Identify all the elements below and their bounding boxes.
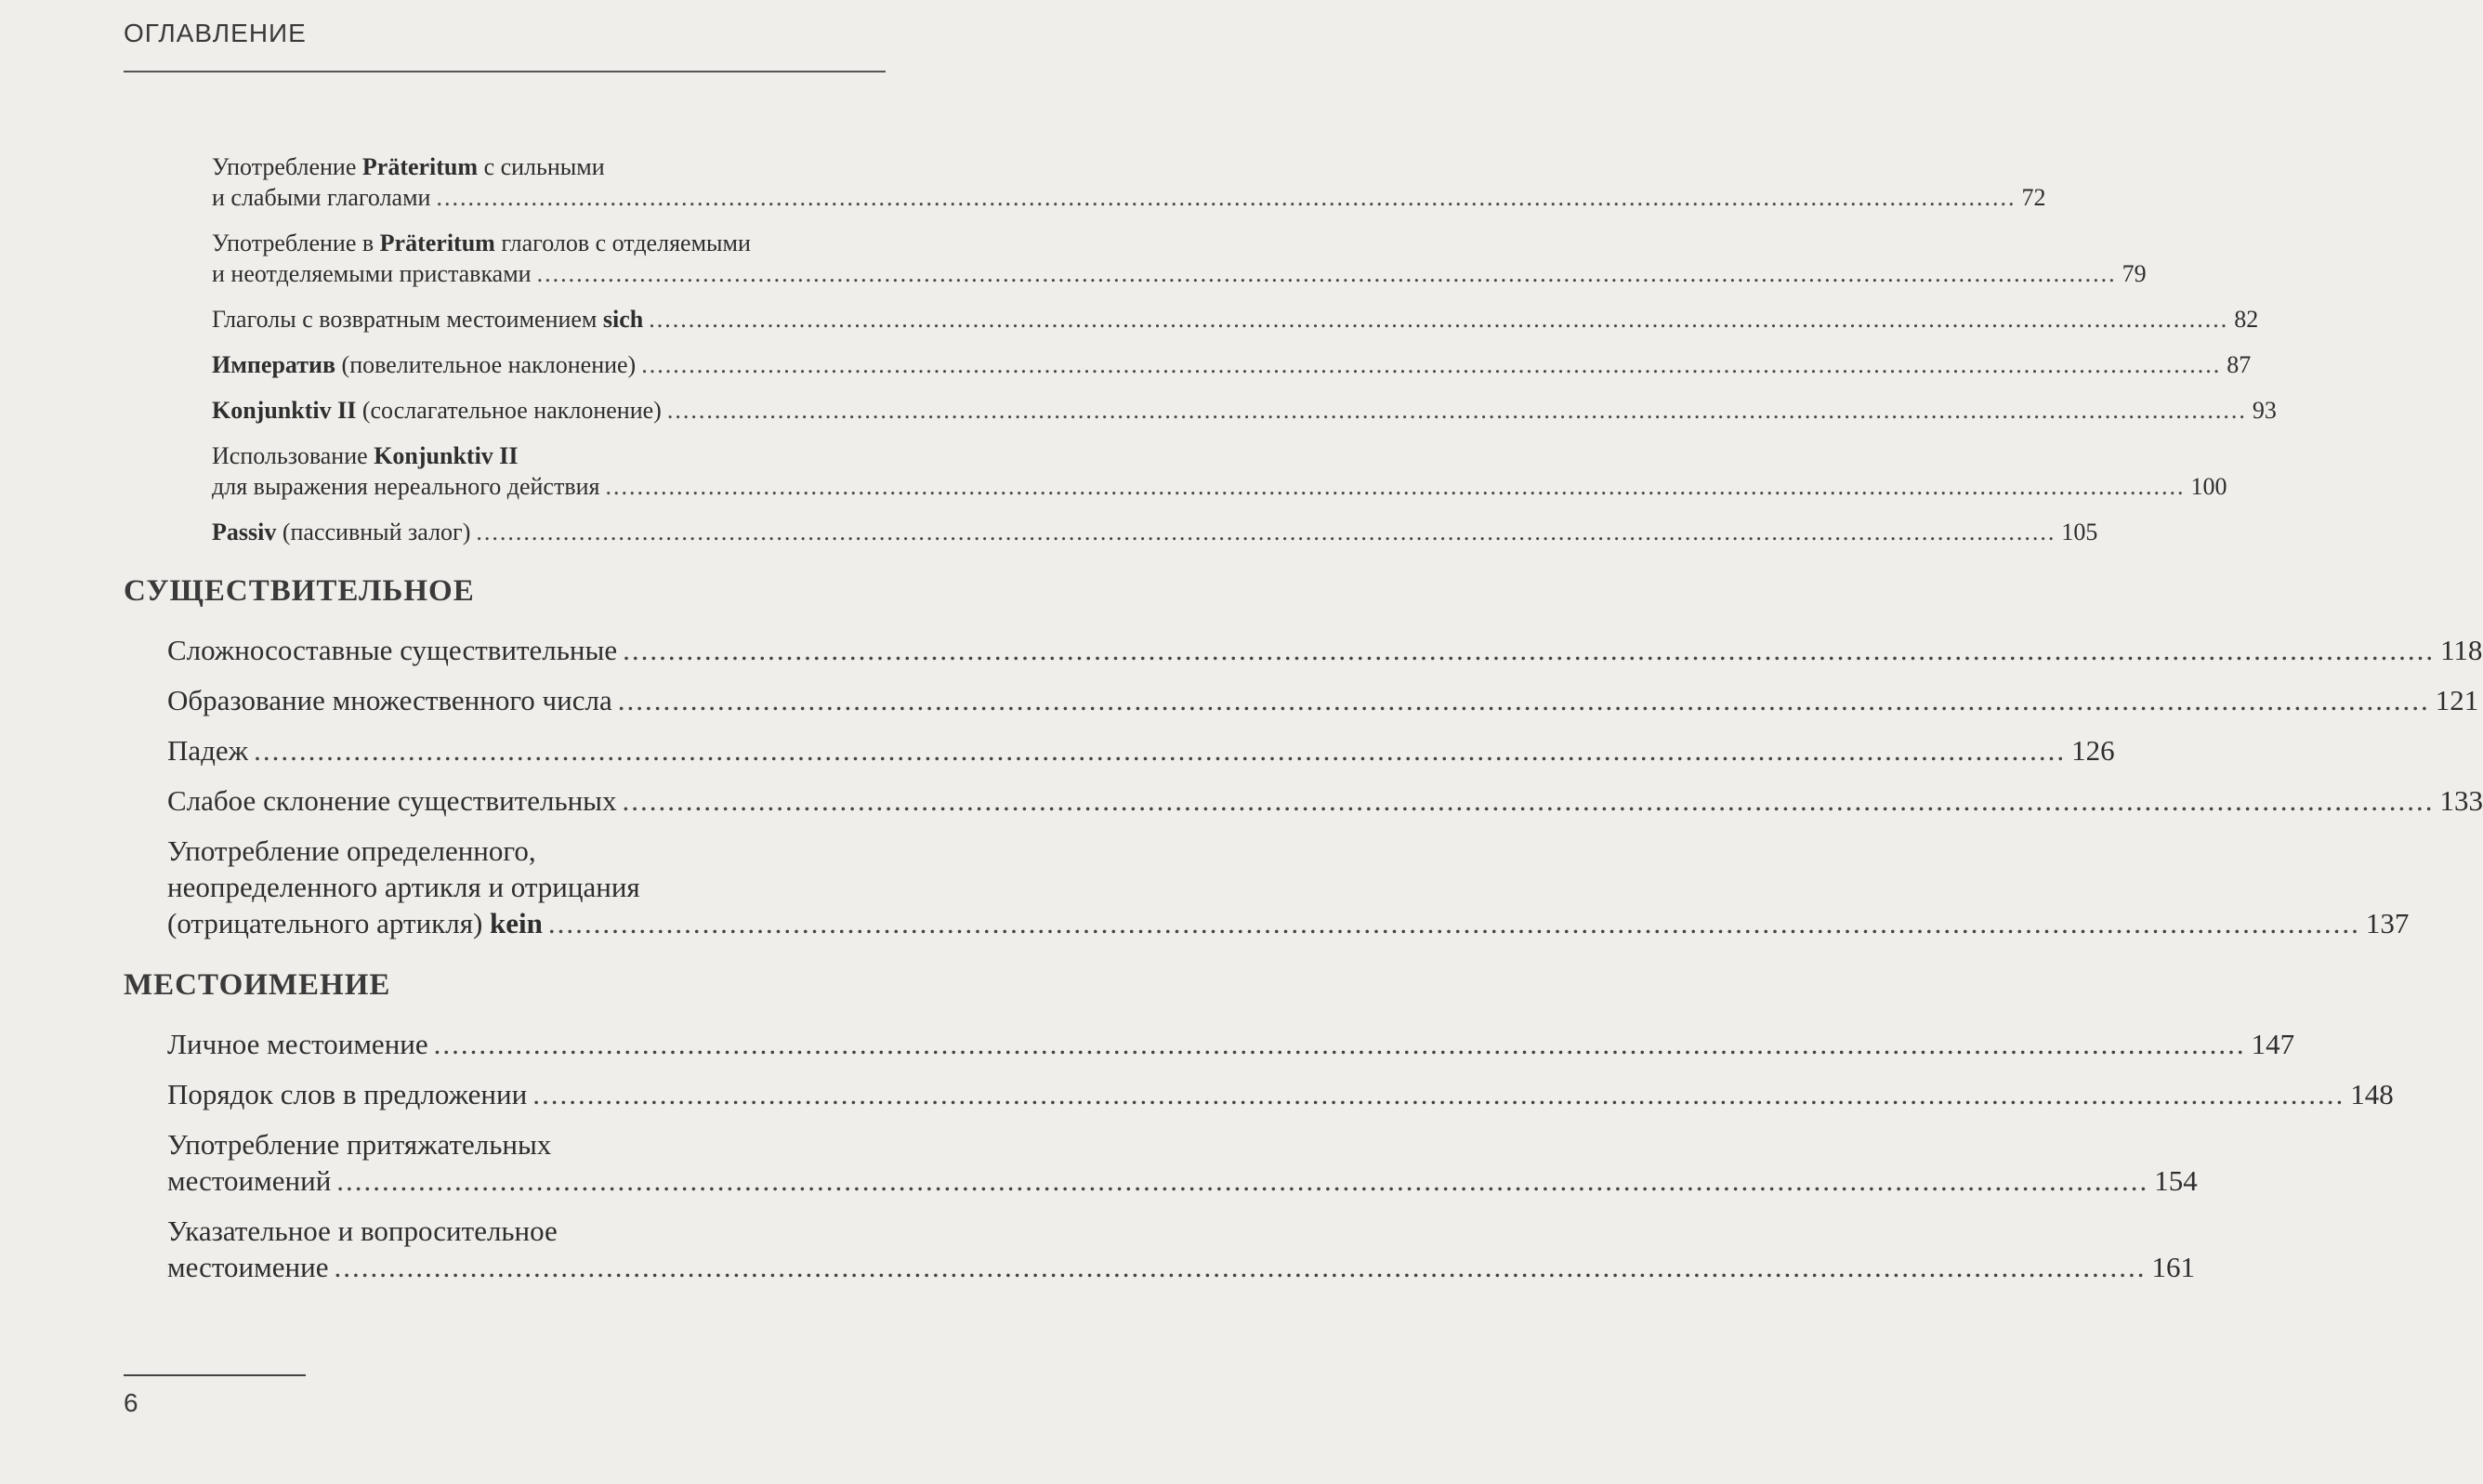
entry-line — [167, 1126, 886, 1162]
dot-leader: ........................................................................................................................................................................................................ — [641, 351, 2222, 378]
entry-last-line — [212, 517, 2098, 547]
entry-text: Личное местоимение — [167, 1028, 428, 1060]
entry-page-number: 133 — [2439, 784, 2483, 817]
entry-text: с сильными — [478, 153, 605, 180]
bold-term: kein — [490, 907, 543, 939]
entry-text: Употребление определенного, — [167, 834, 536, 867]
entry-line — [212, 440, 886, 471]
toc-noun-list — [167, 632, 2483, 955]
entry-last-line — [167, 732, 2115, 768]
dot-leader: ........................................................................................................................................................................................................ — [476, 519, 2056, 545]
toc-entry[interactable] — [212, 304, 2259, 335]
entry-title — [167, 632, 617, 668]
dot-leader: ........................................................................................................................................................................................................ — [336, 1164, 2149, 1197]
entry-text: Глаголы с возвратным местоимением — [212, 306, 603, 333]
entry-text: и слабыми глаголами — [212, 184, 431, 211]
entry-title — [167, 1162, 331, 1199]
entry-title — [212, 395, 662, 426]
dot-leader: ........................................................................................................................................................................................................ — [649, 306, 2229, 333]
toc-subsection-list — [212, 151, 2277, 562]
section-title-pronoun: МЕСТОИМЕНИЕ — [124, 968, 391, 1002]
toc-entry[interactable] — [167, 1076, 2394, 1112]
entry-text: Образование множественного числа — [167, 684, 612, 716]
toc-entry[interactable] — [167, 1126, 2198, 1199]
bold-term: Präteritum — [361, 153, 479, 180]
entry-line — [167, 1213, 886, 1249]
toc-entry[interactable] — [167, 682, 2479, 718]
entry-text: (отрицательного артикля) — [167, 907, 491, 939]
entry-page-number: 105 — [2061, 519, 2098, 545]
toc-pronoun-list — [167, 1026, 2394, 1299]
entry-text: (сослагательное наклонение) — [356, 397, 662, 424]
entry-text: Падеж — [167, 734, 249, 767]
toc-entry[interactable] — [212, 151, 2046, 213]
entry-last-line — [212, 182, 2046, 213]
dot-leader: ........................................................................................................................................................................................................ — [547, 907, 2360, 939]
entry-page-number: 87 — [2227, 351, 2252, 378]
entry-last-line — [212, 304, 2259, 335]
entry-last-line — [212, 471, 2227, 502]
page-number: 6 — [124, 1388, 138, 1417]
entry-last-line — [167, 1249, 2195, 1285]
toc-entry[interactable] — [167, 732, 2115, 768]
dot-leader: ........................................................................................................................................................................................................ — [623, 634, 2436, 666]
entry-text: и неотделяемыми приставками — [212, 260, 532, 287]
dot-leader: ........................................................................................................................................................................................................ — [536, 260, 2117, 287]
entry-title — [212, 471, 599, 502]
toc-entry[interactable] — [212, 349, 2252, 380]
toc-entry[interactable] — [167, 1213, 2195, 1285]
toc-entry[interactable] — [167, 833, 2410, 941]
entry-line — [212, 228, 886, 258]
entry-last-line — [212, 349, 2252, 380]
toc-entry[interactable] — [212, 517, 2098, 547]
entry-page-number: 161 — [2151, 1251, 2195, 1283]
toc-entry[interactable] — [212, 395, 2277, 426]
dot-leader: ........................................................................................................................................................................................................ — [254, 734, 2067, 767]
entry-text: Употребление — [212, 153, 362, 180]
entry-text: Порядок слов в предложении — [167, 1078, 528, 1110]
entry-text: Слабое склонение существительных — [167, 784, 617, 817]
entry-page-number: 137 — [2365, 907, 2410, 939]
bold-term: Passiv — [212, 519, 277, 545]
dot-leader: ........................................................................................................................................................................................................ — [622, 784, 2435, 817]
entry-text: Использование — [212, 442, 374, 469]
entry-text: местоимение — [167, 1251, 329, 1283]
toc-entry[interactable] — [167, 1026, 2295, 1062]
section-title-noun: СУЩЕСТВИТЕЛЬНОЕ — [124, 574, 475, 608]
dot-leader: ........................................................................................................................................................................................................ — [334, 1251, 2147, 1283]
entry-text: глаголов с отделяемыми — [494, 230, 751, 256]
entry-text: Употребление притяжательных — [167, 1128, 552, 1161]
header-divider — [124, 71, 886, 72]
entry-page-number: 126 — [2071, 734, 2115, 767]
footer-divider — [124, 1374, 306, 1376]
entry-line — [167, 869, 886, 905]
entry-page-number: 72 — [2021, 184, 2046, 211]
entry-last-line — [167, 1076, 2394, 1112]
entry-title — [167, 1249, 328, 1285]
bold-term: sich — [602, 306, 644, 333]
entry-text: Сложносоставные существительные — [167, 634, 618, 666]
entry-last-line — [167, 682, 2479, 718]
entry-page-number: 118 — [2440, 634, 2483, 666]
entry-last-line — [212, 395, 2277, 426]
entry-text: Употребление в — [212, 230, 380, 256]
bold-term: Präteritum — [379, 230, 495, 256]
entry-last-line — [167, 1162, 2198, 1199]
entry-last-line — [167, 905, 2410, 941]
entry-title — [167, 682, 612, 718]
entry-title — [167, 782, 617, 819]
toc-entry[interactable] — [167, 782, 2483, 819]
entry-page-number: 82 — [2234, 306, 2259, 333]
entry-text: Указательное и вопросительное — [167, 1215, 558, 1247]
entry-page-number: 147 — [2251, 1028, 2295, 1060]
entry-title — [167, 905, 543, 941]
bold-term: Императив — [212, 351, 336, 378]
entry-last-line — [167, 1026, 2295, 1062]
running-header: ОГЛАВЛЕНИЕ — [124, 19, 307, 47]
dot-leader: ........................................................................................................................................................................................................ — [605, 473, 2186, 500]
entry-last-line — [167, 632, 2483, 668]
toc-entry[interactable] — [167, 632, 2483, 668]
entry-text: (повелительное наклонение) — [335, 351, 637, 378]
entry-last-line — [167, 782, 2483, 819]
toc-entry[interactable] — [212, 440, 2227, 502]
entry-line — [167, 833, 886, 869]
entry-page-number: 148 — [2350, 1078, 2394, 1110]
bold-term: Konjunktiv II — [212, 397, 357, 424]
entry-page-number: 93 — [2252, 397, 2277, 424]
dot-leader: ........................................................................................................................................................................................................ — [617, 684, 2430, 716]
entry-title — [167, 1076, 527, 1112]
entry-title — [212, 258, 532, 289]
entry-text: (пассивный залог) — [276, 519, 471, 545]
toc-entry[interactable] — [212, 228, 2147, 289]
entry-last-line — [212, 258, 2147, 289]
entry-title — [212, 182, 430, 213]
entry-title — [212, 304, 643, 335]
entry-text: для выражения нереального действия — [212, 473, 600, 500]
entry-title — [212, 517, 470, 547]
dot-leader: ........................................................................................................................................................................................................ — [666, 397, 2247, 424]
entry-page-number: 79 — [2122, 260, 2147, 287]
dot-leader: ........................................................................................................................................................................................................ — [433, 1028, 2246, 1060]
entry-title — [167, 1026, 428, 1062]
entry-page-number: 100 — [2190, 473, 2227, 500]
entry-line — [212, 151, 886, 182]
dot-leader: ........................................................................................................................................................................................................ — [532, 1078, 2345, 1110]
entry-text: неопределенного артикля и отрицания — [167, 871, 640, 903]
entry-page-number: 154 — [2154, 1164, 2198, 1197]
entry-title — [167, 732, 248, 768]
dot-leader: ........................................................................................................................................................................................................ — [436, 184, 2017, 211]
entry-text: местоимений — [167, 1164, 332, 1197]
entry-page-number: 121 — [2435, 684, 2479, 716]
entry-title — [212, 349, 636, 380]
bold-term: Konjunktiv II — [374, 442, 519, 469]
